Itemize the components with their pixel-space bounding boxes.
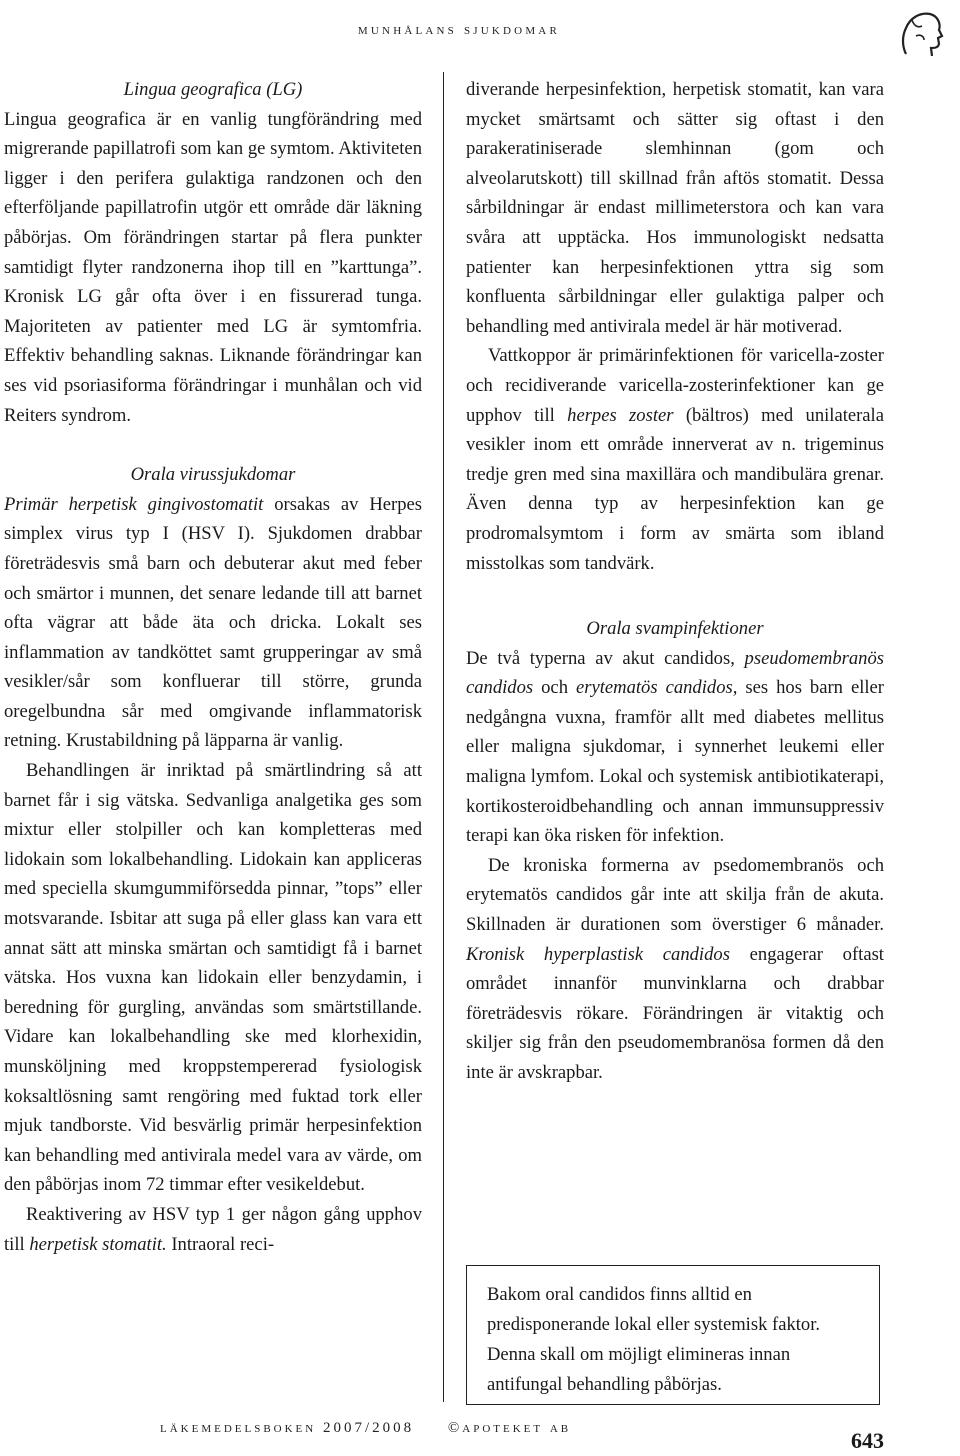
reactivation-term: herpetisk stomatit. — [29, 1233, 167, 1255]
virus-term: Primär herpetisk gingivostomatit — [4, 493, 264, 515]
virus-paragraph: Primär herpetisk gingivostomatit orsakas av Herpes simplex virus typ I (HSV I). Sjukdomen drabbar företrädesvis små barn och debuterar akut med feber och smärtor i munnen, det senare ledande till att barnet ofta vägrar att både äta och dricka. Lokalt ses inflammation av tandköttet samt grupperingar av små vesikler/sår som konfluerar till större, grunda oregelbundna sår med omgivande inflammatorisk retning. Krustabildning på läpparna är vanlig. — [4, 493, 422, 752]
page-number: 643 — [851, 1428, 884, 1453]
footer-book: läkemedelsboken 2007/2008 — [160, 1420, 415, 1436]
chronic-term: Kronisk hyperplastisk candidos — [466, 943, 730, 965]
virus-heading: Orala virussjukdomar — [130, 464, 296, 486]
left-column — [4, 75, 422, 1259]
column-divider — [443, 72, 444, 1402]
varicella-paragraph: Vattkoppor är primärinfektionen för varicella-zoster och recidiverande varicella-zosterinfektioner kan ge upphov till herpes zoster (bältros) med unilaterala vesikler inom ett område innerverat av n. trigeminus tredje gren med sina maxillära och mandibulära grenar. Även denna typ av herpesinfektion kan ge prodromalsymtom i form av smärta som ibland misstolkas som tandvärk. — [466, 345, 884, 574]
continued-paragraph: diverande herpesinfektion, herpetisk stomatit, kan vara mycket smärtsamt och sätter sig oftast i den parakeratiniserade slemhinnan (gom och alveolarutskott) till skillnad från aftös stomatit. Dessa sårbildningar är endast millimeterstora och kan vara svåra att upptäcka. Hos immunologiskt nedsatta patienter kan herpesinfektionen yttra sig som konfluenta sårbildningar eller gulaktiga palper och behandling med antivirala medel är här motiverad. — [466, 79, 884, 337]
reactivation-paragraph: Reaktivering av HSV typ 1 ger någon gång upphov till herpetisk stomatit. Intraoral reci- — [4, 1203, 422, 1255]
fungal-heading: Orala svampinfektioner — [586, 618, 764, 640]
right-column — [466, 75, 884, 1088]
callout-box — [466, 1265, 880, 1405]
fungal-paragraph: De två typerna av akut candidos, pseudomembranös candidos och erytematös candidos, ses hos barn eller nedgångna vuxna, framför allt med diabetes mellitus eller maligna sjukdomar, i synnerhet leukemi eller maligna lymfom. Lokal och systemisk antibiotikaterapi, kortikosteroidbehandling och annan immunsuppressiv terapi kan öka risken för infektion. — [466, 647, 884, 847]
callout-text: Bakom oral candidos finns alltid en predisponerande lokal eller systemisk faktor. Denna skall om möjligt elimineras innan antifungal behandling påbörjas. — [487, 1284, 821, 1395]
lingua-heading: Lingua geografica (LG) — [123, 79, 303, 100]
chronic-paragraph: De kroniska formerna av psedomembranös och erytematös candidos går inte att skilja från de akuta. Skillnaden är durationen som överstiger 6 månader. Kronisk hyperplastisk candidos engagerar oftast området innanför munvinklarna och drabbar företrädesvis rökare. Förändringen är vitaktig och skiljer sig från den pseudomembranösa formen då den inte är avskrapbar. — [466, 854, 884, 1083]
head-profile-icon — [898, 6, 944, 64]
lingua-paragraph: Lingua geografica är en vanlig tungförändring med migrerande papillatrofi som kan ge symtom. Aktiviteten ligger i den perifera gulaktiga randzonen och den efterföljande papillatrofin utgör ett område där läkning påbörjas. Om förändringen startar på flera punkter samtidigt flyter randzonerna ihop till en ”karttunga”. Kronisk LG går ofta över i en fissurerad tunga. Majoriteten av patienter med LG är symtomfria. Effektiv behandling saknas. Liknande förändringar kan ses vid psoriasiforma förändringar i munhålan och vid Reiters syndrom. — [4, 108, 422, 426]
footer — [160, 1420, 571, 1437]
treatment-paragraph: Behandlingen är inriktad på smärtlindring så att barnet får i sig vätska. Sedvanliga analgetika ges som mixtur eller stolpiller och kan kompletteras med lidokain som lokalbehandling. Lidokain kan appliceras med speciella skumgummiförsedda pinnar, ”tops” eller motsvarande. Isbitar att suga på eller glass kan vara ett annat sätt att minska smärtan och samtidigt få i barnet vätska. Hos vuxna kan lidokain eller benzydamin, i beredning för gurgling, användas som smärtstillande. Vidare kan lokalbehandling ske med klorhexidin, munsköljning med kroppstempererad fysiologisk koksaltlösning samt rengöring med fuktad tork eller mjuk tandborste. Vid besvärlig primär herpesinfektion kan behandling med antivirala medel vara av värde, om den påbörjas inom 72 timmar efter vesikeldebut. — [4, 760, 422, 1196]
varicella-term: herpes zoster — [567, 404, 674, 426]
footer-publisher: ©apoteket ab — [447, 1420, 572, 1436]
running-head: munhålans sjukdomar — [357, 22, 560, 38]
